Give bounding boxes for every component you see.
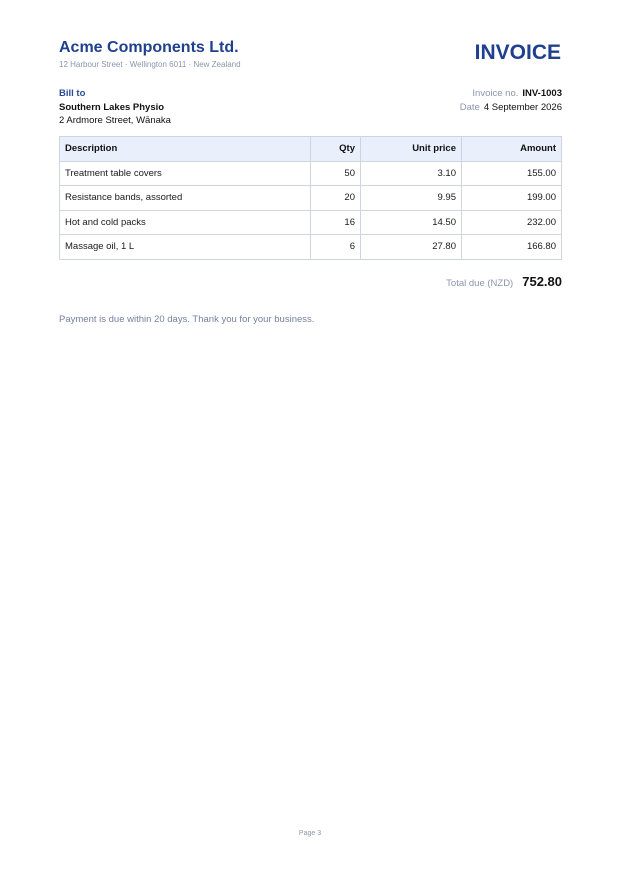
header-qty: Qty — [311, 136, 361, 161]
invoice-number-line — [460, 87, 562, 101]
row-qty: 20 — [311, 186, 361, 211]
total-label: Total due (NZD) — [446, 277, 514, 289]
table-row — [60, 210, 562, 235]
row-qty: 50 — [311, 161, 361, 186]
invoice-date-line — [460, 101, 562, 115]
row-description: Hot and cold packs — [60, 210, 311, 235]
row-unit-price: 3.10 — [361, 161, 462, 186]
invoice-header — [59, 38, 562, 69]
header-amount: Amount — [462, 136, 562, 161]
row-qty: 16 — [311, 210, 361, 235]
invoice-date-label: Date — [459, 101, 480, 113]
row-description: Treatment table covers — [60, 161, 311, 186]
table-row — [60, 161, 562, 186]
invoice-number-label: Invoice no. — [472, 88, 519, 99]
table-row — [60, 186, 562, 211]
client-name: Southern Lakes Physio — [59, 101, 165, 113]
invoice-details — [460, 87, 562, 128]
table-header-row — [60, 136, 562, 161]
row-description: Massage oil, 1 L — [60, 235, 311, 260]
row-description: Resistance bands, assorted — [60, 186, 311, 211]
row-amount: 232.00 — [462, 210, 562, 235]
row-amount: 166.80 — [462, 235, 562, 260]
row-amount: 199.00 — [462, 186, 562, 211]
page-number: Page 3 — [298, 830, 322, 837]
header-unit-price: Unit price — [361, 136, 462, 161]
bill-to-label: Bill to — [59, 88, 86, 99]
invoice-number: INV-1003 — [522, 88, 562, 99]
client-address: 2 Ardmore Street, Wānaka — [59, 115, 171, 126]
table-row — [60, 235, 562, 260]
document-title: INVOICE — [474, 41, 561, 64]
bill-to-block — [59, 87, 171, 128]
row-qty: 6 — [311, 235, 361, 260]
row-unit-price: 9.95 — [361, 186, 462, 211]
company-name: Acme Components Ltd. — [59, 39, 239, 56]
invoice-page — [59, 38, 562, 325]
company-block — [59, 38, 241, 69]
payment-note: Payment is due within 20 days. Thank you for your business. — [59, 313, 315, 325]
company-address: 12 Harbour Street · Wellington 6011 · New Zealand — [59, 60, 241, 69]
row-unit-price: 27.80 — [361, 235, 462, 260]
total-row — [59, 274, 562, 289]
invoice-meta-row — [59, 87, 562, 128]
row-unit-price: 14.50 — [361, 210, 462, 235]
total-value: 752.80 — [522, 273, 562, 289]
row-amount: 155.00 — [462, 161, 562, 186]
header-description: Description — [60, 136, 311, 161]
invoice-date: 4 September 2026 — [483, 101, 562, 113]
line-items-table — [59, 136, 562, 260]
